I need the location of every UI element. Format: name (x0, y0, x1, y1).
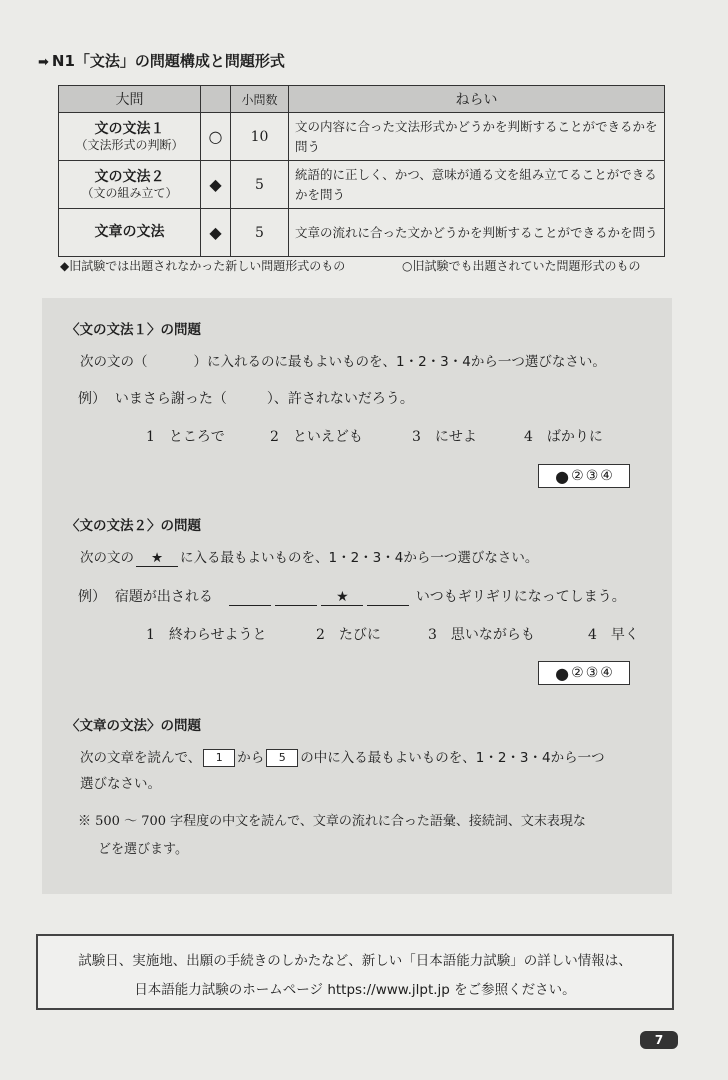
legend-old: ○旧試験でも出題されていた問題形式のもの (402, 259, 641, 273)
option-4: 4 ばかりに (524, 429, 603, 445)
row-aim: 文の内容に合った文法形式かどうかを判断することができるかを問う (289, 113, 665, 161)
row-count: 5 (231, 161, 289, 209)
legend-new: ◆旧試験では出題されなかった新しい問題形式のもの (60, 259, 346, 273)
section1-heading: 〈文の文法１〉の問題 (66, 322, 201, 338)
option-3: 3 にせよ (412, 429, 477, 445)
table-row (59, 209, 665, 257)
header-count: 小問数 (231, 86, 289, 113)
section2-heading: 〈文の文法２〉の問題 (66, 518, 201, 534)
blank-box-5: 5 (266, 749, 298, 767)
table-row (59, 161, 665, 209)
section3-note-cont: どを選びます。 (98, 842, 188, 857)
answer-box (538, 464, 630, 488)
row-count: 5 (231, 209, 289, 257)
header-daimon: 大問 (59, 86, 201, 113)
info-line-1: 試験日、実施地、出願の手続きのしかたなど、新しい「日本語能力試験」の詳しい情報は、 (78, 953, 632, 969)
answer-mark: ② (571, 665, 584, 681)
table-row (59, 113, 665, 161)
option-2: 2 といえども (270, 429, 363, 445)
row-name-cell (59, 113, 201, 161)
table-header-row (59, 86, 665, 113)
row-name: 文の文法１ (94, 120, 165, 137)
option-1: 1 終わらせようと (146, 627, 267, 643)
section1-example: 例） いまさら謝った（ ）、許されないだろう。 (78, 391, 414, 407)
option-3: 3 思いながらも (428, 627, 535, 643)
info-box (36, 934, 674, 1010)
star-blank: ★ (136, 550, 178, 567)
answer-mark: ③ (585, 468, 599, 484)
header-aim: ねらい (289, 86, 665, 113)
section2-instruction: 次の文の ★ に入る最もよいものを、1・2・3・4から一つ選びなさい。 (80, 550, 539, 566)
option-1: 1 ところで (146, 429, 225, 445)
section1-instruction: 次の文の（ ）に入れるのに最もよいものを、1・2・3・4から一つ選びなさい。 (80, 354, 606, 370)
row-name: 文の文法２ (94, 168, 165, 185)
row-name: 文章の文法 (94, 224, 165, 241)
option-2: 2 たびに (316, 627, 381, 643)
row-name-cell (59, 161, 201, 209)
section3-heading: 〈文章の文法〉の問題 (66, 718, 201, 734)
blank-box-1: 1 (203, 749, 235, 767)
section2-example: 例） 宿題が出される ★ いつもギリギリになってしまう。 (78, 589, 626, 605)
option-4: 4 早く (588, 627, 639, 643)
section3-instruction: 次の文章を読んで、 1 から 5 の中に入る最もよいものを、1・2・3・4から一つ (80, 750, 605, 766)
info-line-2: 日本語能力試験のホームページ https://www.jlpt.jp をご参照ください。 (134, 982, 576, 998)
answer-mark: ④ (600, 665, 613, 681)
arrow-icon: ➡ (38, 55, 49, 70)
answer-mark: ② (571, 468, 584, 484)
answer-mark: ③ (585, 665, 599, 681)
row-mark: ○ (201, 113, 231, 161)
row-mark: ◆ (201, 161, 231, 209)
row-name-cell (59, 209, 201, 257)
page-title: ➡ N1「文法」の問題構成と問題形式 (38, 52, 285, 70)
row-sub: （文法形式の判断） (75, 137, 184, 152)
header-mark (201, 86, 231, 113)
section3-note: ※ 500 ～ 700 字程度の中文を読んで、文章の流れに合った語彙、接続詞、文末表現な (78, 814, 586, 829)
answer-mark: ④ (600, 468, 613, 484)
section3-instruction-cont: 選びなさい。 (80, 776, 161, 792)
row-aim: 文章の流れに合った文かどうかを判断することができるかを問う (289, 209, 665, 257)
question-structure-table (58, 85, 665, 257)
row-count: 10 (231, 113, 289, 161)
row-mark: ◆ (201, 209, 231, 257)
row-sub: （文の組み立て） (81, 185, 178, 200)
answer-box (538, 661, 630, 685)
row-aim: 統語的に正しく、かつ、意味が通る文を組み立てることができるかを問う (289, 161, 665, 209)
answer-mark: ● (555, 663, 570, 683)
answer-mark: ● (555, 466, 570, 486)
page-number: 7 (640, 1031, 678, 1049)
example-panel (42, 298, 672, 894)
